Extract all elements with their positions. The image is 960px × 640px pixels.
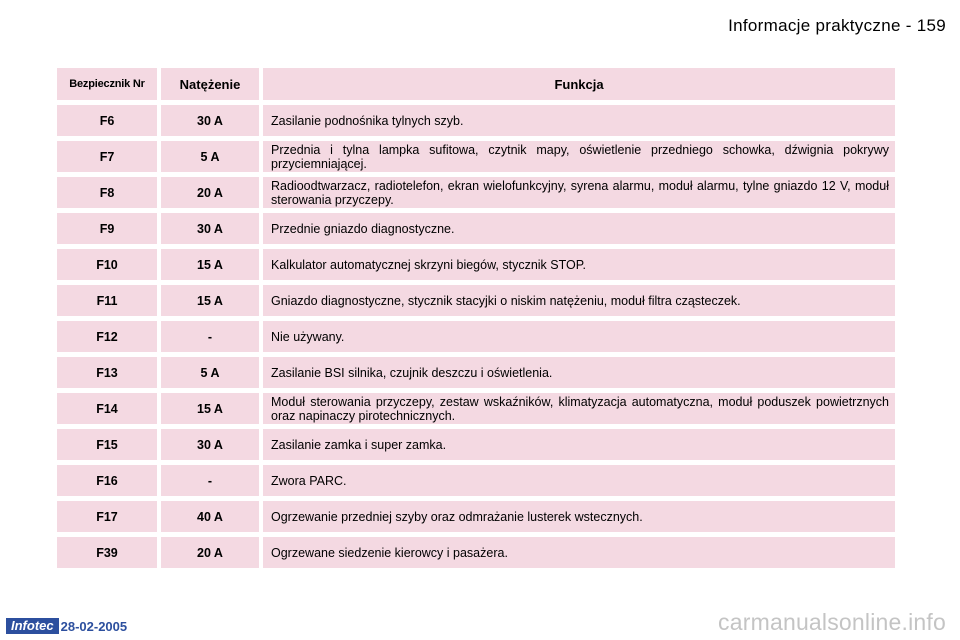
footer-date: 28-02-2005: [60, 618, 128, 634]
table-row: [57, 141, 895, 172]
table-row: [57, 321, 895, 352]
footer-brand: [6, 618, 127, 634]
fuse-number-cell: F39: [57, 537, 157, 568]
column-header-function: Funkcja: [263, 68, 895, 100]
function-cell: Zasilanie BSI silnika, czujnik deszczu i oświetlenia.: [263, 357, 895, 388]
amperage-cell: 20 A: [161, 177, 259, 208]
watermark: carmanualsonline.info: [718, 609, 946, 635]
fuse-number-cell: F6: [57, 105, 157, 136]
amperage-cell: 20 A: [161, 537, 259, 568]
table-row: [57, 357, 895, 388]
table-row: [57, 105, 895, 136]
fuse-number-cell: F13: [57, 357, 157, 388]
amperage-cell: 15 A: [161, 249, 259, 280]
table-row: [57, 177, 895, 208]
function-cell: Radioodtwarzacz, radiotelefon, ekran wielofunkcyjny, syrena alarmu, moduł alarmu, tylne gniazdo 12 V, moduł sterowania przyczepy.: [263, 177, 895, 208]
column-header-fuse-number: Bezpiecznik Nr: [57, 68, 157, 100]
table-row: [57, 249, 895, 280]
fuse-number-cell: F12: [57, 321, 157, 352]
amperage-cell: 5 A: [161, 141, 259, 172]
table-row: [57, 537, 895, 568]
table-row: [57, 285, 895, 316]
fuse-number-cell: F14: [57, 393, 157, 424]
function-cell: Moduł sterowania przyczepy, zestaw wskaźników, klimatyzacja automatyczna, moduł poduszek powietrznych oraz napinaczy pirotechnicznych.: [263, 393, 895, 424]
column-header-amperage: Natężenie: [161, 68, 259, 100]
function-cell: Gniazdo diagnostyczne, stycznik stacyjki o niskim natężeniu, moduł filtra cząsteczek.: [263, 285, 895, 316]
amperage-cell: 30 A: [161, 105, 259, 136]
amperage-cell: 5 A: [161, 357, 259, 388]
fuse-number-cell: F15: [57, 429, 157, 460]
function-cell: Zasilanie podnośnika tylnych szyb.: [263, 105, 895, 136]
amperage-cell: -: [161, 321, 259, 352]
fuse-number-cell: F10: [57, 249, 157, 280]
table-header-row: [57, 68, 895, 100]
function-cell: Przednie gniazdo diagnostyczne.: [263, 213, 895, 244]
table-row: [57, 393, 895, 424]
function-cell: Zwora PARC.: [263, 465, 895, 496]
function-cell: Nie używany.: [263, 321, 895, 352]
fuse-table-body: [57, 105, 895, 568]
fuse-table: [53, 63, 899, 573]
fuse-number-cell: F11: [57, 285, 157, 316]
table-row: [57, 213, 895, 244]
function-cell: Przednia i tylna lampka sufitowa, czytnik mapy, oświetlenie przedniego schowka, dźwignia pokrywy przyciemniającej.: [263, 141, 895, 172]
page-header-title: Informacje praktyczne - 159: [728, 16, 946, 35]
amperage-cell: 40 A: [161, 501, 259, 532]
table-row: [57, 429, 895, 460]
function-cell: Ogrzewane siedzenie kierowcy i pasażera.: [263, 537, 895, 568]
amperage-cell: 15 A: [161, 285, 259, 316]
function-cell: Ogrzewanie przedniej szyby oraz odmrażanie lusterek wstecznych.: [263, 501, 895, 532]
table-row: [57, 501, 895, 532]
amperage-cell: -: [161, 465, 259, 496]
fuse-number-cell: F7: [57, 141, 157, 172]
amperage-cell: 15 A: [161, 393, 259, 424]
table-row: [57, 465, 895, 496]
fuse-number-cell: F9: [57, 213, 157, 244]
fuse-number-cell: F8: [57, 177, 157, 208]
fuse-number-cell: F16: [57, 465, 157, 496]
infotec-logo: Infotec: [6, 618, 59, 634]
amperage-cell: 30 A: [161, 213, 259, 244]
amperage-cell: 30 A: [161, 429, 259, 460]
function-cell: Kalkulator automatycznej skrzyni biegów, stycznik STOP.: [263, 249, 895, 280]
fuse-number-cell: F17: [57, 501, 157, 532]
function-cell: Zasilanie zamka i super zamka.: [263, 429, 895, 460]
